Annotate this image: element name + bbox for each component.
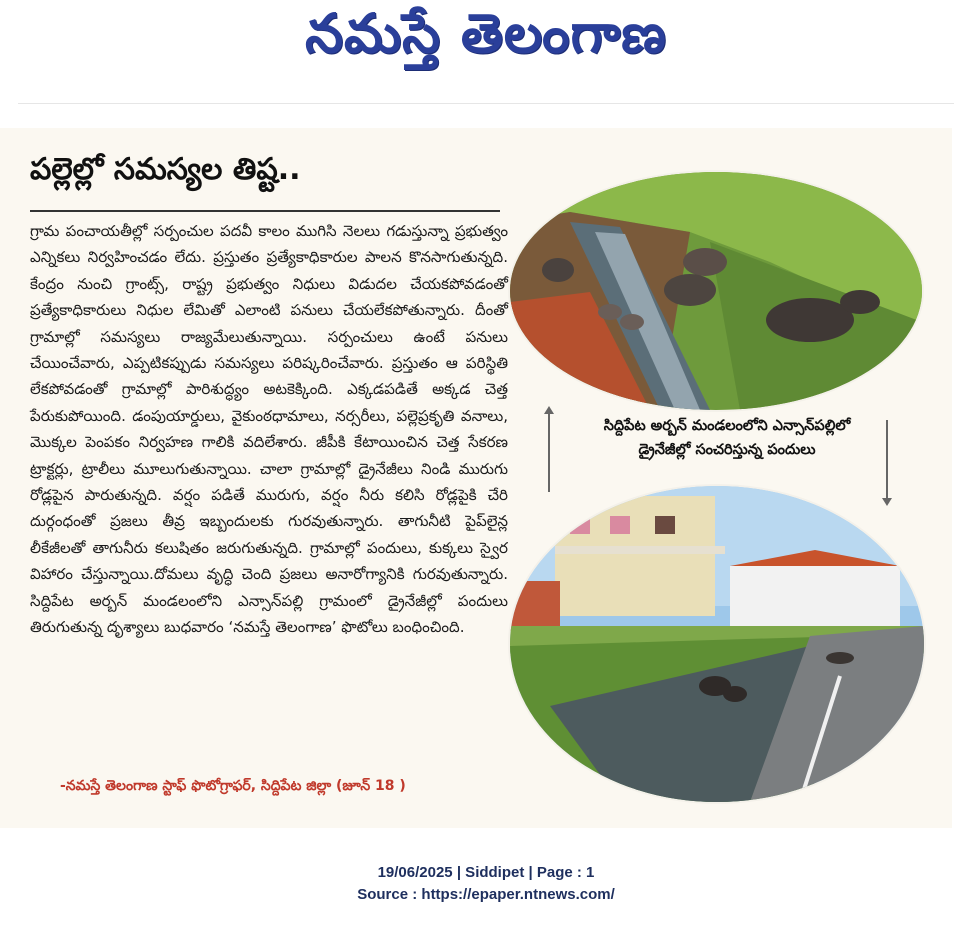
masthead [0, 0, 972, 100]
newspaper-logo-title: నమస్తే తెలంగాణ [305, 2, 667, 65]
article-byline: -నమస్తే తెలంగాణ స్టాఫ్ ఫొటోగ్రాఫర్, సిద్దిపేట జిల్లా (జూన్ 18 ) [60, 778, 406, 794]
article-body: గ్రామ పంచాయతీల్లో సర్పంచుల పదవీ కాలం ముగిసి నెలలు గడుస్తున్నా ప్రభుత్వం ఎన్నికలు నిర్వహించడం లేదు. ప్రస్తుతం ప్రత్యేకాధికారుల పాలన కొనసాగుతున్నది. కేంద్రం నుంచి గ్రాంట్స్, రాష్ట్ర ప్రభుత్వం నిధులు విడుదల చేయకపోవడంతో ప్రత్యేకాధికారులు నిధుల లేమితో ఎలాంటి పనులు చేయలేకపోతున్నారు. దీంతో గ్రామాల్లో సమస్యలు రాజ్యమేలుతున్నాయి. సర్పంచులు ఉంటే పనులు చేయించేవారు, ఎప్పటికప్పుడు సమస్యలు పరిష్కరించేవారు. ప్రస్తుతం ఆ పరిస్థితి లేకపోవడంతో గ్రామాల్లో పారిశుద్ధ్యం అటకెక్కింది. ఎక్కడపడితే అక్కడ చెత్త పేరుకుపోయింది. డంపుయార్డులు, వైకుంఠధామాలు, నర్సరీలు, పల్లెప్రకృతి వనాలు, మొక్కల పెంపకం నిర్వహణ గాలికి వదిలేశారు. జీపీకి కేటాయించిన చెత్త సేకరణ ట్రాక్టర్లు, ట్రాలీలు మూలుగుతున్నాయి. చాలా గ్రామాల్లో డ్రైనేజీలు నిండి మురుగు రోడ్లపైన పారుతున్నది. వర్షం పడితే మురుగు, వర్షం నీరు కలిసి రోడ్లపైకి చేరి దుర్గంధంతో ప్రజలు తీవ్ర ఇబ్బందులకు గురవుతున్నారు. తాగునీటి పైప్‌లైన్ల లీకేజీలతో తాగునీరు కలుషితం జరుగుతున్నది. గ్రామాల్లో పందులు, కుక్కలు స్వైర విహారం చేస్తున్నాయి.దోమలు వృద్ధి చెంది ప్రజలు అనారోగ్యానికి గురవుతున్నారు. సిద్దిపేట అర్బన్ మండలంలోని ఎన్సాన్‌పల్లి గ్రామంలో డ్రైనేజీల్లో పందులు తిరుగుతున్న దృశ్యాలు బుధవారం ‘నమస్తే తెలంగాణ’ ఫొటోలు బంధించింది. [30, 222, 508, 637]
article-headline: పల్లెల్లో సమస్యల తిష్ట.. [30, 152, 301, 187]
page-footer [0, 862, 972, 906]
arrow-up-icon [548, 412, 550, 492]
photo-pigs-in-drain [510, 172, 922, 410]
photo-caption [562, 414, 892, 462]
headline-divider [30, 210, 500, 212]
edition-info: 19/06/2025 | Siddipet | Page : 1 [377, 864, 595, 881]
photo-caption-line1: సిద్దిపేట అర్బన్ మండలంలోని ఎన్సాన్‌పల్లిలో [603, 418, 851, 434]
source-link[interactable]: Source : https://epaper.ntnews.com/ [357, 886, 615, 903]
masthead-divider [18, 103, 954, 104]
photo-village-road [510, 486, 924, 802]
photo-caption-line2: డ్రైనేజీల్లో సంచరిస్తున్న పందులు [638, 442, 816, 458]
